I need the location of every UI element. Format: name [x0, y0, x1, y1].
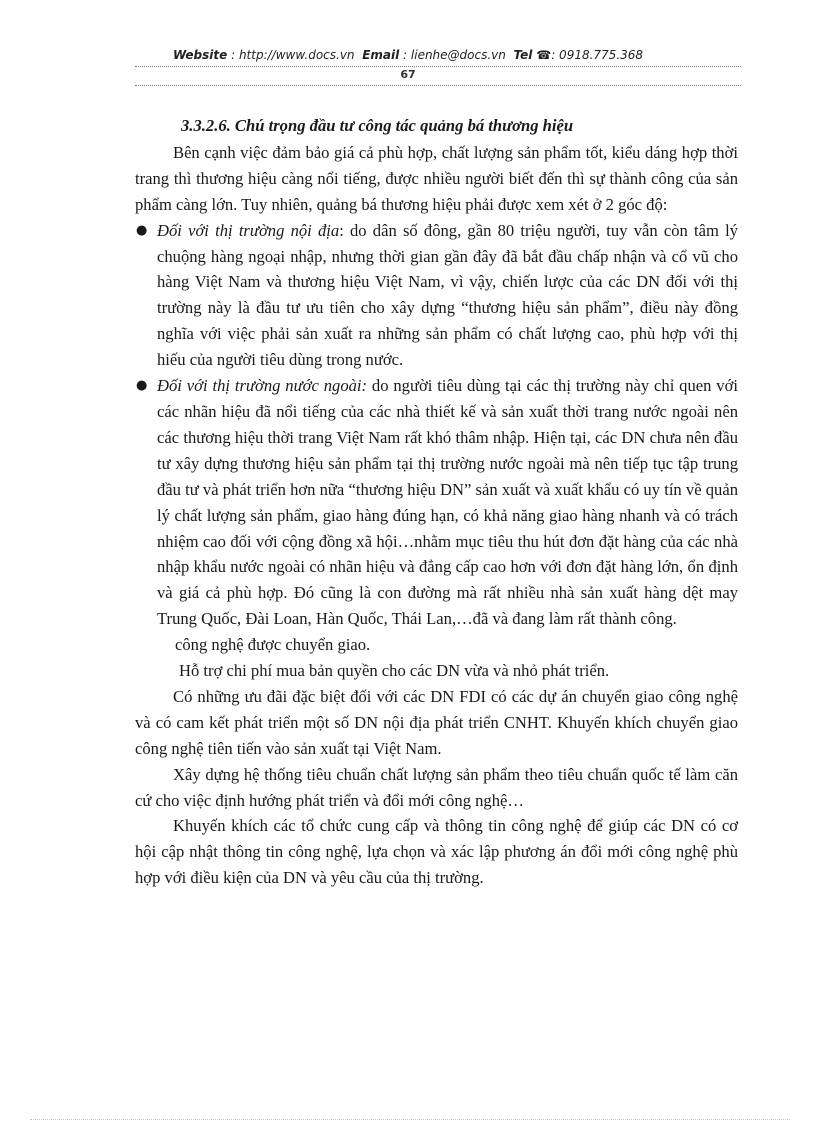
bullet-text: : do dân số đông, gần 80 triệu người, tuy vẫn còn tâm lý chuộng hàng ngoại nhập, nhưng thời gian gần đây đã bắt đầu chấp nhận và cổ vũ cho hàng Việt Nam và thương hiệu Việt Nam, vì vậy, chiến lược của các DN đối với thị trường này là đầu tư ưu tiên cho xây dựng “thương hiệu sản phẩm”, điều này đồng nghĩa với việc phải sản xuất ra những sản phẩm có chất lượng cao, phù hợp với thị hiếu của người tiêu dùng trong nước.: [157, 220, 738, 370]
section-heading: 3.3.2.6. Chú trọng đầu tư công tác quảng bá thương hiệu: [181, 116, 574, 135]
header-rule-lower: [135, 85, 741, 86]
page-number: 67: [400, 68, 416, 81]
document-body: [135, 113, 738, 891]
header-rule: [135, 66, 741, 67]
email-label: Email: [362, 48, 400, 62]
phone-icon: ☎: [536, 48, 552, 62]
bullet-text: do người tiêu dùng tại các thị trường này chỉ quen với các nhãn hiệu đã nổi tiếng của các nhà thiết kế và sản xuất thời trang nước ngoài nên các thương hiệu thời trang Việt Nam rất khó thâm nhập. Hiện tại, các DN chưa nên đầu tư xây dựng thương hiệu sản phẩm tại thị trường nước ngoài mà nên tiếp tục tập trung đầu tư và phát triển hơn nữa “thương hiệu DN” sản xuất và xuất khẩu có uy tín về quản lý chất lượng sản phẩm, giao hàng đúng hạn, có khả năng giao hàng nhanh và có trách nhiệm cao đối với cộng đồng xã hội…nhằm mục tiêu thu hút đơn đặt hàng của các nhà nhập khẩu nước ngoài có nhãn hiệu và đẳng cấp cao hơn với đơn đặt hàng lớn, ổn định và giá cả phù hợp. Đó cũng là con đường mà rất nhiều nhà sản xuất hàng dệt may Trung Quốc, Đài Loan, Hàn Quốc, Thái Lan,…đã và đang làm rất thành công.: [157, 376, 738, 629]
bullet-lead: Đối với thị trường nội địa: [157, 220, 340, 240]
bullet-domestic-market: [135, 218, 738, 373]
bullet-icon: ●: [136, 222, 148, 238]
page-header: [0, 48, 816, 62]
website-label: Website: [172, 48, 228, 62]
tel-value: : 0918.775.368: [551, 48, 644, 62]
standards-paragraph: Xây dựng hệ thống tiêu chuẩn chất lượng sản phẩm theo tiêu chuẩn quốc tế làm căn cứ cho việc định hướng phát triển và đổi mới công nghệ…: [135, 764, 738, 810]
bullet-icon: ●: [136, 378, 148, 394]
tel-label: Tel: [513, 48, 533, 62]
website-value: : http://www.docs.vn: [231, 48, 355, 62]
fdi-paragraph: Có những ưu đãi đặc biệt đối với các DN FDI có các dự án chuyển giao công nghệ và có cam kết phát triển một số DN nội địa phát triển CNHT. Khuyến khích chuyển giao công nghệ tiên tiến vào sản xuất tại Việt Nam.: [135, 686, 738, 758]
bullet-foreign-market: [135, 373, 738, 632]
info-paragraph: Khuyến khích các tổ chức cung cấp và thông tin công nghệ để giúp các DN có cơ hội cập nhật thông tin công nghệ, lựa chọn và xác lập phương án đổi mới công nghệ phù hợp với điều kiện của DN và yêu cầu của thị trường.: [135, 816, 738, 888]
support-line: Hỗ trợ chi phí mua bản quyền cho các DN vừa và nhỏ phát triển.: [179, 661, 610, 681]
tech-transfer-line: công nghệ được chuyển giao.: [175, 635, 371, 655]
email-value: : lienhe@docs.vn: [403, 48, 506, 62]
page-bottom-border: [30, 1119, 790, 1120]
bullet-lead: Đối với thị trường nước ngoài:: [157, 376, 368, 396]
intro-paragraph: Bên cạnh việc đảm bảo giá cả phù hợp, chất lượng sản phẩm tốt, kiểu dáng hợp thời trang thì thương hiệu càng nổi tiếng, được nhiều người biết đến thì sự thành công của sản phẩm càng lớn. Tuy nhiên, quảng bá thương hiệu phải được xem xét ở 2 góc độ:: [135, 142, 738, 214]
